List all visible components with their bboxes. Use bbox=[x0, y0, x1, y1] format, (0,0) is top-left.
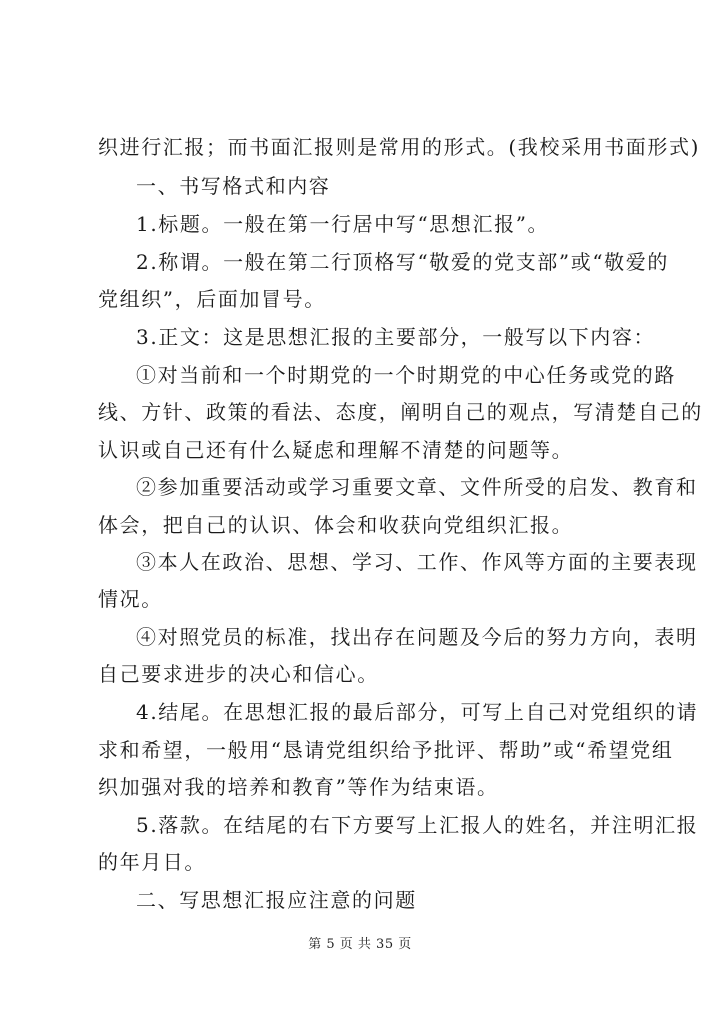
body-text-line: 的年月日。 bbox=[98, 850, 206, 874]
body-text-line: 认识或自己还有什么疑虑和理解不清楚的问题等。 bbox=[98, 438, 574, 462]
body-text-line: ①对当前和一个时期党的一个时期党的中心任务或党的路 bbox=[136, 363, 676, 387]
body-text-line: 织加强对我的培养和教育”等作为结束语。 bbox=[98, 775, 499, 799]
body-text-line: 党组织”，后面加冒号。 bbox=[98, 287, 326, 311]
body-text-line: ④对照党员的标准，找出存在问题及今后的努力方向，表明 bbox=[136, 625, 698, 649]
section-heading: 一、书写格式和内容 bbox=[136, 174, 331, 198]
body-text-line: 线、方针、政策的看法、态度，阐明自己的观点，写清楚自己的 bbox=[98, 400, 703, 424]
body-text-line: 求和希望，一般用“恳请党组织给予批评、帮助”或“希望党组 bbox=[98, 738, 674, 762]
body-text-line: 4.结尾。在思想汇报的最后部分，可写上自己对党组织的请 bbox=[136, 700, 699, 724]
body-text-line: 自己要求进步的决心和信心。 bbox=[98, 662, 379, 686]
body-text-line: 5.落款。在结尾的右下方要写上汇报人的姓名，并注明汇报 bbox=[136, 813, 699, 837]
body-text-line: 1.标题。一般在第一行居中写“思想汇报”。 bbox=[136, 212, 550, 236]
body-text-line: 情况。 bbox=[98, 587, 163, 611]
page-number-footer: 第 5 页 共 35 页 bbox=[308, 937, 412, 952]
body-text-line: 2.称谓。一般在第二行顶格写“敬爱的党支部”或“敬爱的 bbox=[136, 250, 669, 274]
body-text-line: 3.正文：这是思想汇报的主要部分，一般写以下内容： bbox=[136, 325, 656, 349]
body-text-line: 体会，把自己的认识、体会和收获向党组织汇报。 bbox=[98, 513, 574, 537]
body-text-line: 织进行汇报；而书面汇报则是常用的形式。(我校采用书面形式) bbox=[98, 135, 701, 159]
body-text-line: ③本人在政治、思想、学习、工作、作风等方面的主要表现 bbox=[136, 550, 698, 574]
body-text-line: ②参加重要活动或学习重要文章、文件所受的启发、教育和 bbox=[136, 475, 698, 499]
section-heading: 二、写思想汇报应注意的问题 bbox=[136, 888, 417, 912]
